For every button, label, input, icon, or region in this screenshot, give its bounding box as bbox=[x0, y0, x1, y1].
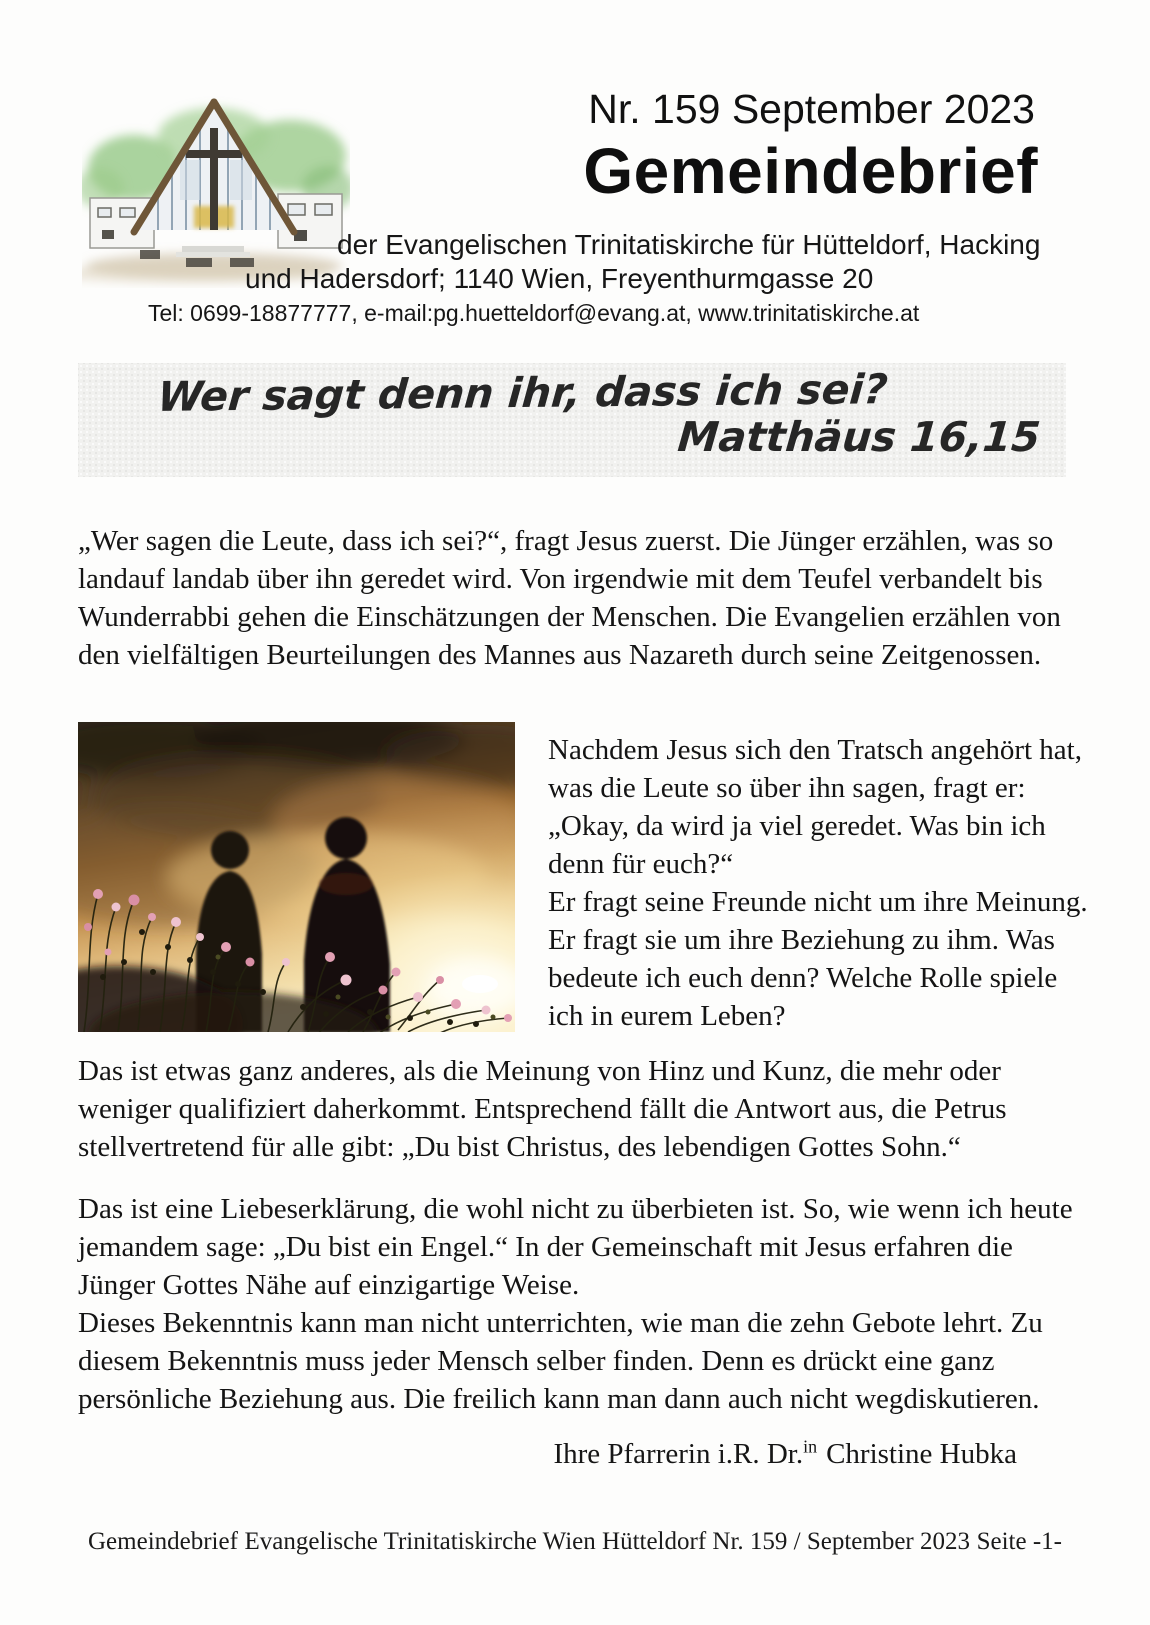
signature-superscript: in bbox=[803, 1436, 818, 1457]
signature-prefix: Ihre Pfarrerin i.R. Dr. bbox=[553, 1438, 804, 1470]
contact-line: Tel: 0699-18877777, e-mail:pg.huetteldorf@evang.at, www.trinitatiskirche.at bbox=[148, 300, 920, 326]
newsletter-title: Gemeindebrief bbox=[583, 135, 1038, 207]
page-footer bbox=[88, 1528, 1062, 1556]
side-paragraph-1: Nachdem Jesus sich den Tratsch angehört hat, was die Leute so über ihn sagen, fragt er: „Okay, da wird ja viel geredet. Was bin ich denn für euch?“ bbox=[548, 734, 1082, 880]
silhouetted-couple-sunset-photo bbox=[78, 722, 515, 1032]
footer-left: Gemeindebrief bbox=[88, 1528, 238, 1555]
paragraph-2: Das ist etwas ganz anderes, als die Meinung von Hinz und Kunz, die mehr oder weniger qualifiziert daherkommt. Entsprechend fällt die Antwort aus, die Petrus stellvertretend für alle gibt: „Du bist Christus, des lebendigen Gottes Sohn.“ bbox=[78, 1055, 1007, 1163]
side-paragraph-2: Er fragt seine Freunde nicht um ihre Meinung. Er fragt sie um ihre Beziehung zu ihm. Was bedeute ich euch denn? Welche Rolle spiele ich in eurem Leben? bbox=[548, 886, 1088, 1032]
paragraph-block bbox=[78, 1190, 1088, 1418]
footer-right: Seite -1- bbox=[976, 1528, 1062, 1555]
paragraph-4: Dieses Bekenntnis kann man nicht unterrichten, wie man die zehn Gebote lehrt. Zu diesem Bekenntnis muss jeder Mensch selber finden. Denn es drückt eine ganz persönliche Beziehung aus. Die freilich kann man dann auch nicht wegdiskutieren. bbox=[78, 1307, 1043, 1415]
bible-quote-reference: Matthäus 16,15 bbox=[675, 413, 1043, 461]
signature-name: Christine Hubka bbox=[826, 1438, 1017, 1470]
subtitle-line-1: der Evangelischen Trinitatiskirche für Hütteldorf, Hacking bbox=[337, 229, 1041, 260]
subtitle-line-2: und Hadersdorf; 1140 Wien, Freyenthurmgasse 20 bbox=[245, 263, 874, 294]
bible-quote-text: Wer sagt denn ihr, dass ich sei? bbox=[155, 365, 890, 421]
bible-quote-banner bbox=[78, 363, 1066, 477]
footer-center: Evangelische Trinitatiskirche Wien Hütteldorf Nr. 159 / September 2023 bbox=[244, 1528, 971, 1555]
issue-number: Nr. 159 September 2023 bbox=[588, 86, 1035, 132]
paragraph-3: Das ist eine Liebeserklärung, die wohl nicht zu überbieten ist. So, wie wenn ich heute jemandem sage: „Du bist ein Engel.“ In der Gemeinschaft mit Jesus erfahren die Jünger Gottes Nähe auf einzigartige Weise. bbox=[78, 1193, 1073, 1301]
signature-line bbox=[553, 1438, 1017, 1471]
paragraph-1: „Wer sagen die Leute, dass ich sei?“, fragt Jesus zuerst. Die Jünger erzählen, was so landauf landab über ihn geredet wird. Von irgendwie mit dem Teufel verbandelt bis Wunderrabbi gehen die Einschätzungen der Menschen. Die Evangelien erzählen von den vielfältigen Beurteilungen des Mannes aus Nazareth durch seine Zeitgenossen. bbox=[78, 525, 1061, 671]
photo-side-text bbox=[548, 731, 1088, 1035]
watercolor-church-illustration bbox=[82, 90, 350, 288]
